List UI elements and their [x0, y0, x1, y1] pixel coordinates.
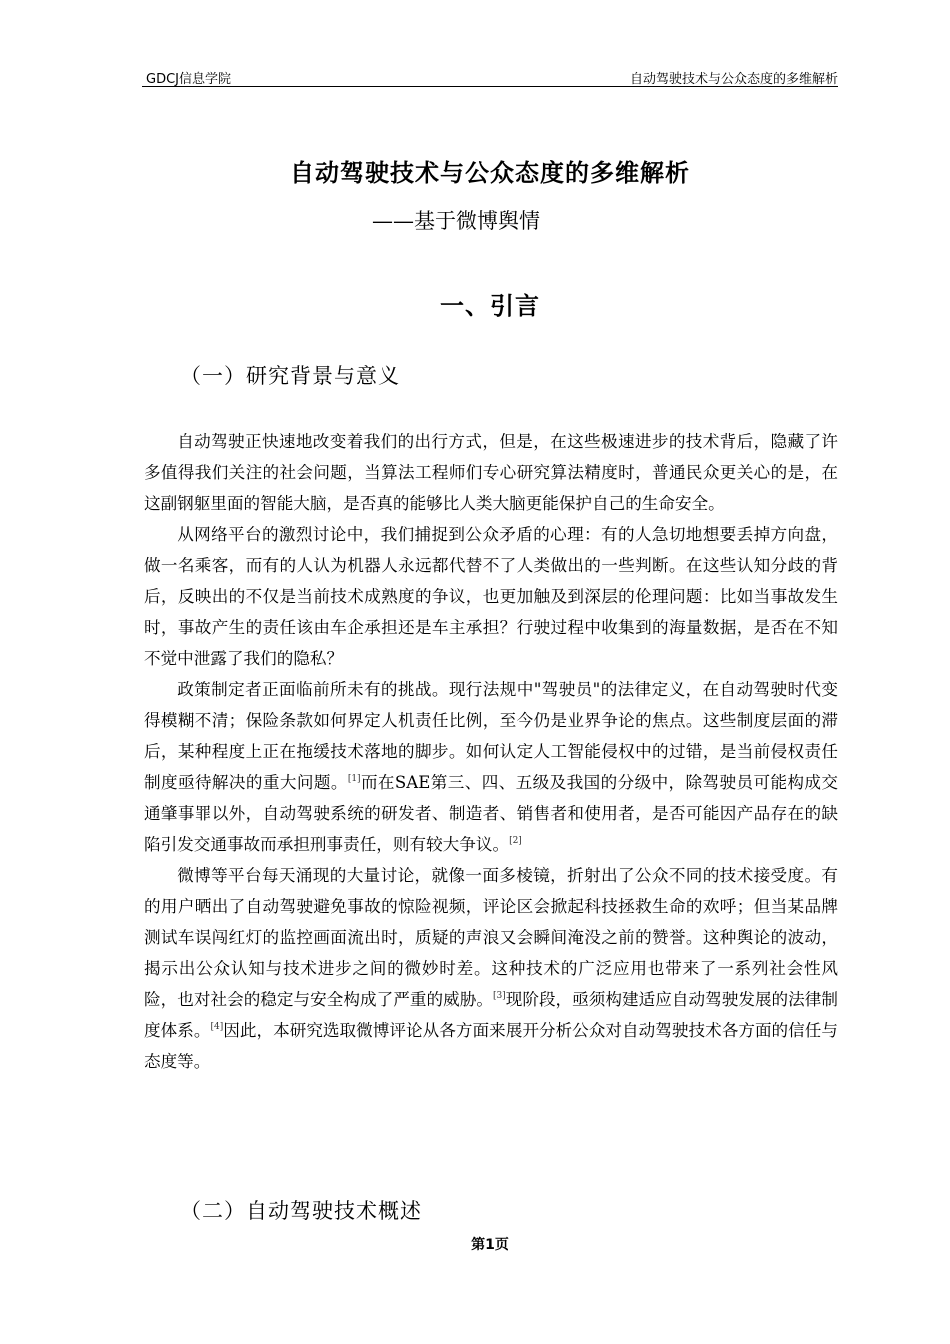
page-number: 第1页	[471, 1237, 509, 1253]
paragraph-2: 从网络平台的激烈讨论中，我们捕捉到公众矛盾的心理：有的人急切地想要丢掉方向盘，做一名乘客，而有的人认为机器人永远都代替不了人类做出的一些判断。在这些认知分歧的背后，反映出的不仅是当前技术成熟度的争议，也更加触及到深层的伦理问题：比如当事故发生时，事故产生的责任该由车企承担还是车主承担？行驶过程中收集到的海量数据，是否在不知不觉中泄露了我们的隐私？	[144, 525, 838, 668]
header-rule	[142, 86, 838, 87]
document-subtitle: ——基于微博舆情	[372, 209, 540, 233]
subsection-heading-overview: （二）自动驾驶技术概述	[180, 1199, 422, 1223]
section-heading-introduction: 一、引言	[440, 292, 540, 320]
citation-2: [2]	[509, 836, 522, 846]
paragraph-4-text-a: 微博等平台每天涌现的大量讨论，就像一面多棱镜，折射出了公众不同的技术接受度。有的用户晒出了自动驾驶避免事故的惊险视频，评论区会掀起科技拯救生命的欢呼；但当某品牌测试车误闯红灯的监控画面流出时，质疑的声浪又会瞬间淹没之前的赞誉。这种舆论的波动，揭示出公众认知与技术进步之间的微妙时差。这种技术的广泛应用也带来了一系列社会性风险，也对社会的稳定与安全构成了严重的威胁。	[144, 866, 838, 1009]
subsection-heading-background: （一）研究背景与意义	[180, 364, 400, 388]
page-header-right: 自动驾驶技术与公众态度的多维解析	[629, 72, 838, 87]
paragraph-4-text-b: 现阶段，亟须构建适应自动驾驶发展的法律制度体系。	[144, 990, 839, 1040]
paragraph-3-text-a: 政策制定者正面临前所未有的挑战。现行法规中"驾驶员"的法律定义，在自动驾驶时代变得模糊不清；保险条款如何界定人机责任比例，至今仍是业界争论的焦点。这些制度层面的滞后，某种程度上正在拖缓技术落地的脚步。如何认定人工智能侵权中的过错，是当前侵权责任制度亟待解决的重大问题。	[144, 680, 838, 792]
paragraph-3-text-b: 而在SAE第三、四、五级及我国的分级中，除驾驶员可能构成交通肇事罪以外，自动驾驶系统的研发者、制造者、销售者和使用者，是否可能因产品存在的缺陷引发交通事故而承担刑事责任，则有较大争议。	[144, 773, 838, 854]
paragraph-3	[144, 674, 838, 860]
paragraph-4	[144, 860, 838, 1077]
citation-4: [4]	[210, 1022, 224, 1032]
paragraph-4-text-c: 因此，本研究选取微博评论从各方面来展开分析公众对自动驾驶技术各方面的信任与态度等。	[144, 1021, 839, 1071]
citation-1: [1]	[347, 774, 361, 784]
page-header-left: GDCJ信息学院	[146, 72, 231, 87]
citation-3: [3]	[492, 991, 506, 1001]
paragraph-1: 自动驾驶正快速地改变着我们的出行方式，但是，在这些极速进步的技术背后，隐藏了许多值得我们关注的社会问题，当算法工程师们专心研究算法精度时，普通民众更关心的是，在这副钢躯里面的智能大脑，是否真的能够比人类大脑更能保护自己的生命安全。	[144, 432, 838, 513]
document-title: 自动驾驶技术与公众态度的多维解析	[290, 159, 690, 187]
body-text	[144, 426, 838, 1077]
